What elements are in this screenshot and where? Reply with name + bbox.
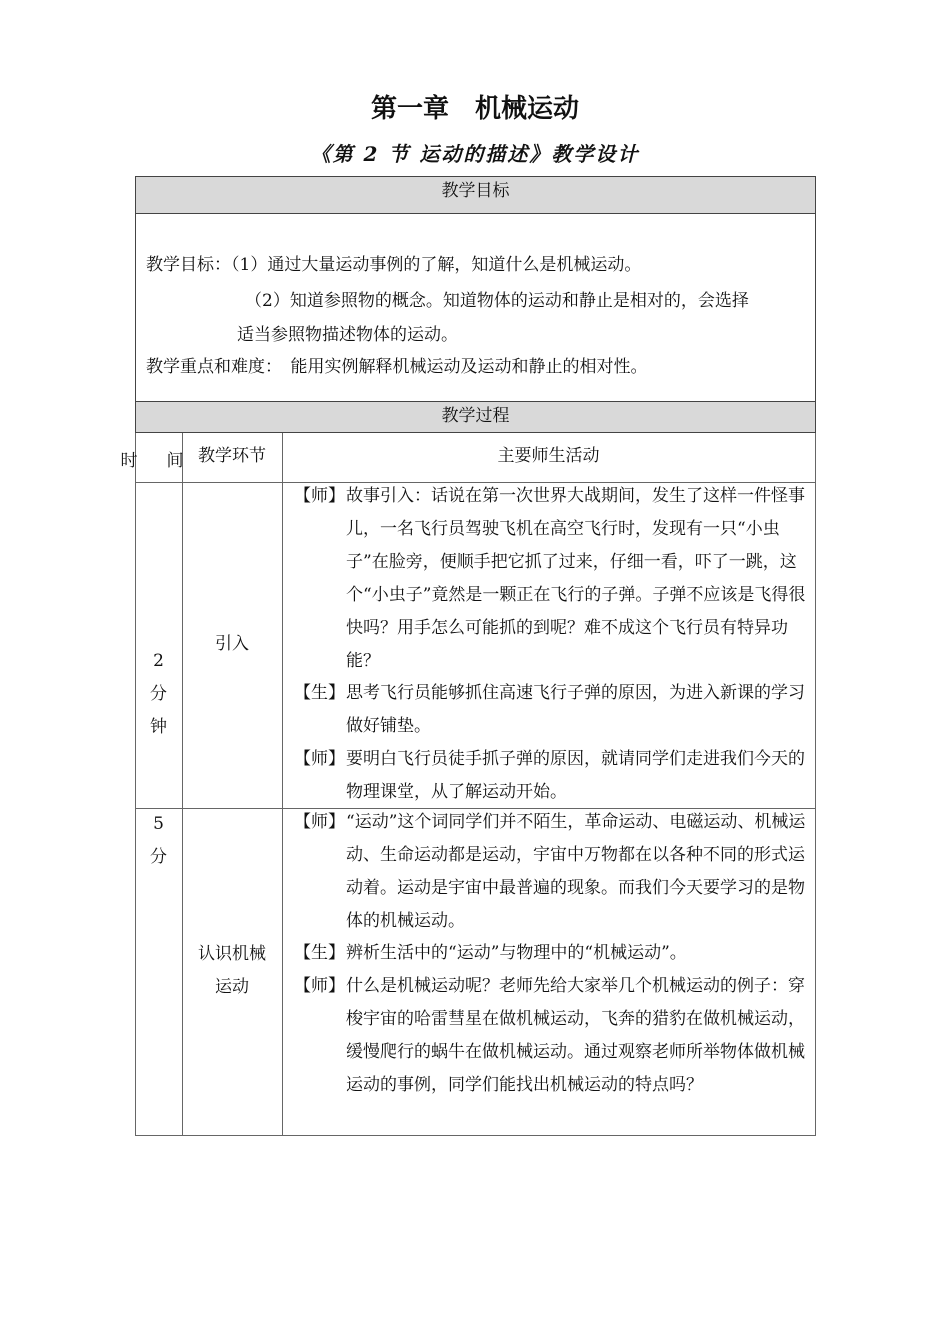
row1-item-1: 【师】 故事引入：话说在第一次世界大战期间，发生了这样一件怪事儿，一名飞行员驾驶飞机在高空飞行时，发现有一只“小虫子”在脸旁，便顺手把它抓了过来，仔细一看，吓了一跳，这个“小虫子”竟然是一颗正在飞行的子弹。子弹不应该是飞得很快吗？用手怎么可能抓的到呢？难不成这个飞行员有特异功能？ [294,486,806,671]
col-header-time: 时 间 [120,451,190,471]
row2-item-1: 【师】 “运动”这个词同学们并不陌生，革命运动、电磁运动、机械运动、生命运动都是运动，宇宙中万物都在以各种不同的形式运动着。运动是宇宙中最普遍的现象。而我们今天要学习的是物体的机械运动。 [294,812,806,931]
col-header-activity: 主要师生活动 [497,446,600,466]
objective-line-3: 适当参照物描述物体的运动。 [237,325,458,345]
row2-stage: 认识机械 运动 [198,944,266,997]
row2-item-2: 【生】 辨析生活中的“运动”与物理中的“机械运动”。 [294,943,687,963]
row1-item-3: 【师】 要明白飞行员徒手抓子弹的原因，就请同学们走进我们今天的物理课堂，从了解运动开始。 [294,749,805,802]
row2-item-3: 【师】 什么是机械运动呢？老师先给大家举几个机械运动的例子：穿梭宇宙的哈雷彗星在做机械运动，飞奔的猎豹在做机械运动，缓慢爬行的蜗牛在做机械运动。通过观察老师所举物体做机械运动的事例，同学们能找出机械运动的特点吗？ [294,976,805,1095]
row1-stage: 引入 [215,634,249,654]
col-header-stage: 教学环节 [198,446,266,466]
objective-line-1: 教学目标：（1）通过大量运动事例的了解，知道什么是机械运动。 [146,255,642,275]
objective-line-2: （2）知道参照物的概念。知道物体的运动和静止是相对的，会选择 [245,291,749,311]
row2-time: 5 分 [150,814,167,867]
chapter-title: 第一章 机械运动 [370,94,579,124]
lesson-subtitle: 《第 2 节 运动的描述》教学设计 [310,142,640,166]
row1-item-2: 【生】 思考飞行员能够抓住高速飞行子弹的原因，为进入新课的学习做好铺垫。 [294,683,805,736]
row1-time: 2 分 钟 [150,651,167,737]
objectives-header: 教学目标 [135,176,816,214]
process-header: 教学过程 [135,401,816,433]
key-difficulty-line: 教学重点和难度： 能用实例解释机械运动及运动和静止的相对性。 [146,357,648,377]
